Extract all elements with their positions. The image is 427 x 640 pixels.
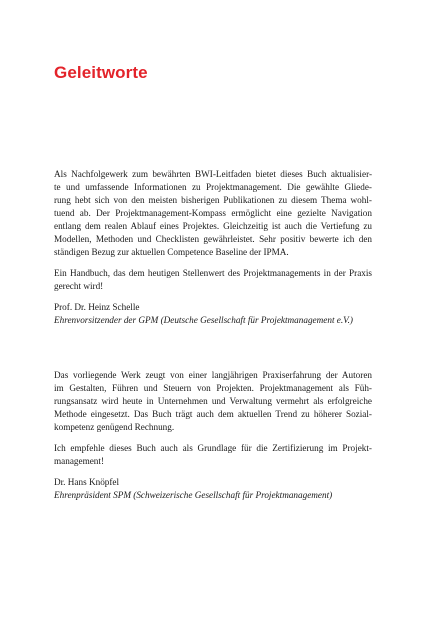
author-name: Prof. Dr. Heinz Schelle [54,302,140,312]
foreword-2 [54,369,372,502]
text-line: te und umfassende Informationen zu Projektmanagement. Die gewählte Gliede- [54,182,372,192]
text-line: Ich empfehle dieses Buch auch als Grundlage für die Zertifizierung im Projekt- [54,443,372,453]
foreword-2-paragraph-2 [54,442,372,468]
author-role: Ehrenvorsitzender der GPM (Deutsche Gesellschaft für Projektmanagement e.V.) [54,315,353,325]
foreword-1 [54,168,372,327]
author-name: Dr. Hans Knöpfel [54,477,120,487]
foreword-1-paragraph-1 [54,168,372,259]
text-line: gerecht wird! [54,281,104,291]
text-line: Methode eingesetzt. Das Buch trägt auch dem aktuellen Trend zu höherer Sozial- [54,409,372,419]
author-role: Ehrenpräsident SPM (Schweizerische Gesellschaft für Projektmanagement) [54,490,333,500]
text-line: rung hebt sich von den meisten bisherigen Publikationen zu diesem Thema wohl- [54,195,372,205]
text-line: ständigen Bezug zur aktuellen Competence Baseline der IPMA. [54,247,289,257]
foreword-2-paragraph-1 [54,369,372,434]
text-line: management! [54,456,104,466]
text-line: Das vorliegende Werk zeugt von einer langjährigen Praxiserfahrung der Autoren [54,370,372,380]
text-line: Ein Handbuch, das dem heutigen Stellenwert des Projektmanagements in der Praxis [54,268,372,278]
text-line: kompetenz genügend Rechnung. [54,422,175,432]
foreword-1-paragraph-2 [54,267,372,293]
text-line: tuend ab. Der Projektmanagement-Kompass ermöglicht eine gezielte Navigation [54,208,372,218]
text-line: Als Nachfolgewerk zum bewährten BWI-Leitfaden bietet dieses Buch aktualisier- [54,169,372,179]
page-title: Geleitworte [54,63,148,82]
foreword-2-signature [54,476,372,502]
foreword-1-signature [54,301,372,327]
text-line: Modellen, Methoden und Checklisten gewährleistet. Sehr positiv bewerte ich den [54,234,372,244]
text-line: rungsansatz wird heute in Unternehmen und Verwaltung vermehrt als erfolgreiche [54,396,372,406]
text-line: im Gestalten, Führen und Steuern von Projekten. Projektmanagement als Füh- [54,383,372,393]
text-line: entlang dem realen Ablauf eines Projektes. Gleichzeitig ist auch die Vertiefung zu [54,221,372,231]
